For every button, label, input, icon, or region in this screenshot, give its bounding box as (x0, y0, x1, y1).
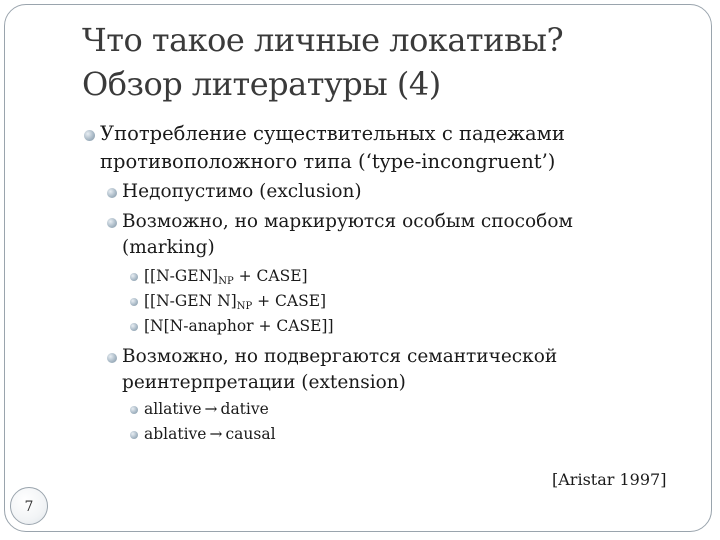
slide-title-line-1: Что такое личные локативы? (82, 21, 564, 59)
bullet-icon (130, 323, 138, 331)
bullet-icon (130, 406, 138, 414)
bullet-icon (130, 298, 138, 306)
page-number: 7 (24, 499, 34, 515)
bullet-icon (130, 273, 138, 281)
marking-example-2: [[N-GEN $N]_{NP}$ + CASE] (144, 292, 327, 312)
citation: [Aristar 1997] (552, 470, 667, 489)
bullet-icon (107, 353, 117, 363)
arrow-right-icon: → (204, 400, 218, 418)
marking-bullet-line-1: Возможно, но маркируются особым способом (122, 211, 573, 232)
main-bullet-line-2: противоположного типа (‘type-incongruent’) (100, 150, 556, 173)
extension-example-2: ablative → causal (144, 425, 276, 443)
exclusion-bullet: Недопустимо (exclusion) (122, 181, 362, 202)
arrow-right-icon: → (209, 425, 223, 443)
slide-title-line-2: Обзор литературы (4) (82, 65, 441, 103)
extension-example-1: allative → dative (144, 400, 269, 418)
bullet-icon (84, 130, 95, 141)
marking-example-1: [$[N-GEN]_{NP}$ + CASE] (144, 267, 308, 287)
marking-example-3: [N[N-anaphor + CASE]] (144, 317, 334, 335)
bullet-icon (107, 218, 117, 228)
bullet-icon (130, 431, 138, 439)
bullet-icon (107, 188, 117, 198)
extension-bullet-line-2: реинтерпретации (extension) (122, 372, 406, 393)
slide-title (82, 18, 642, 106)
main-bullet-line-1: Употребление существительных с падежами (100, 122, 565, 145)
page-number-badge (10, 487, 48, 525)
extension-bullet-line-1: Возможно, но подвергаются семантической (122, 346, 558, 367)
marking-bullet-line-2: (marking) (122, 237, 215, 258)
